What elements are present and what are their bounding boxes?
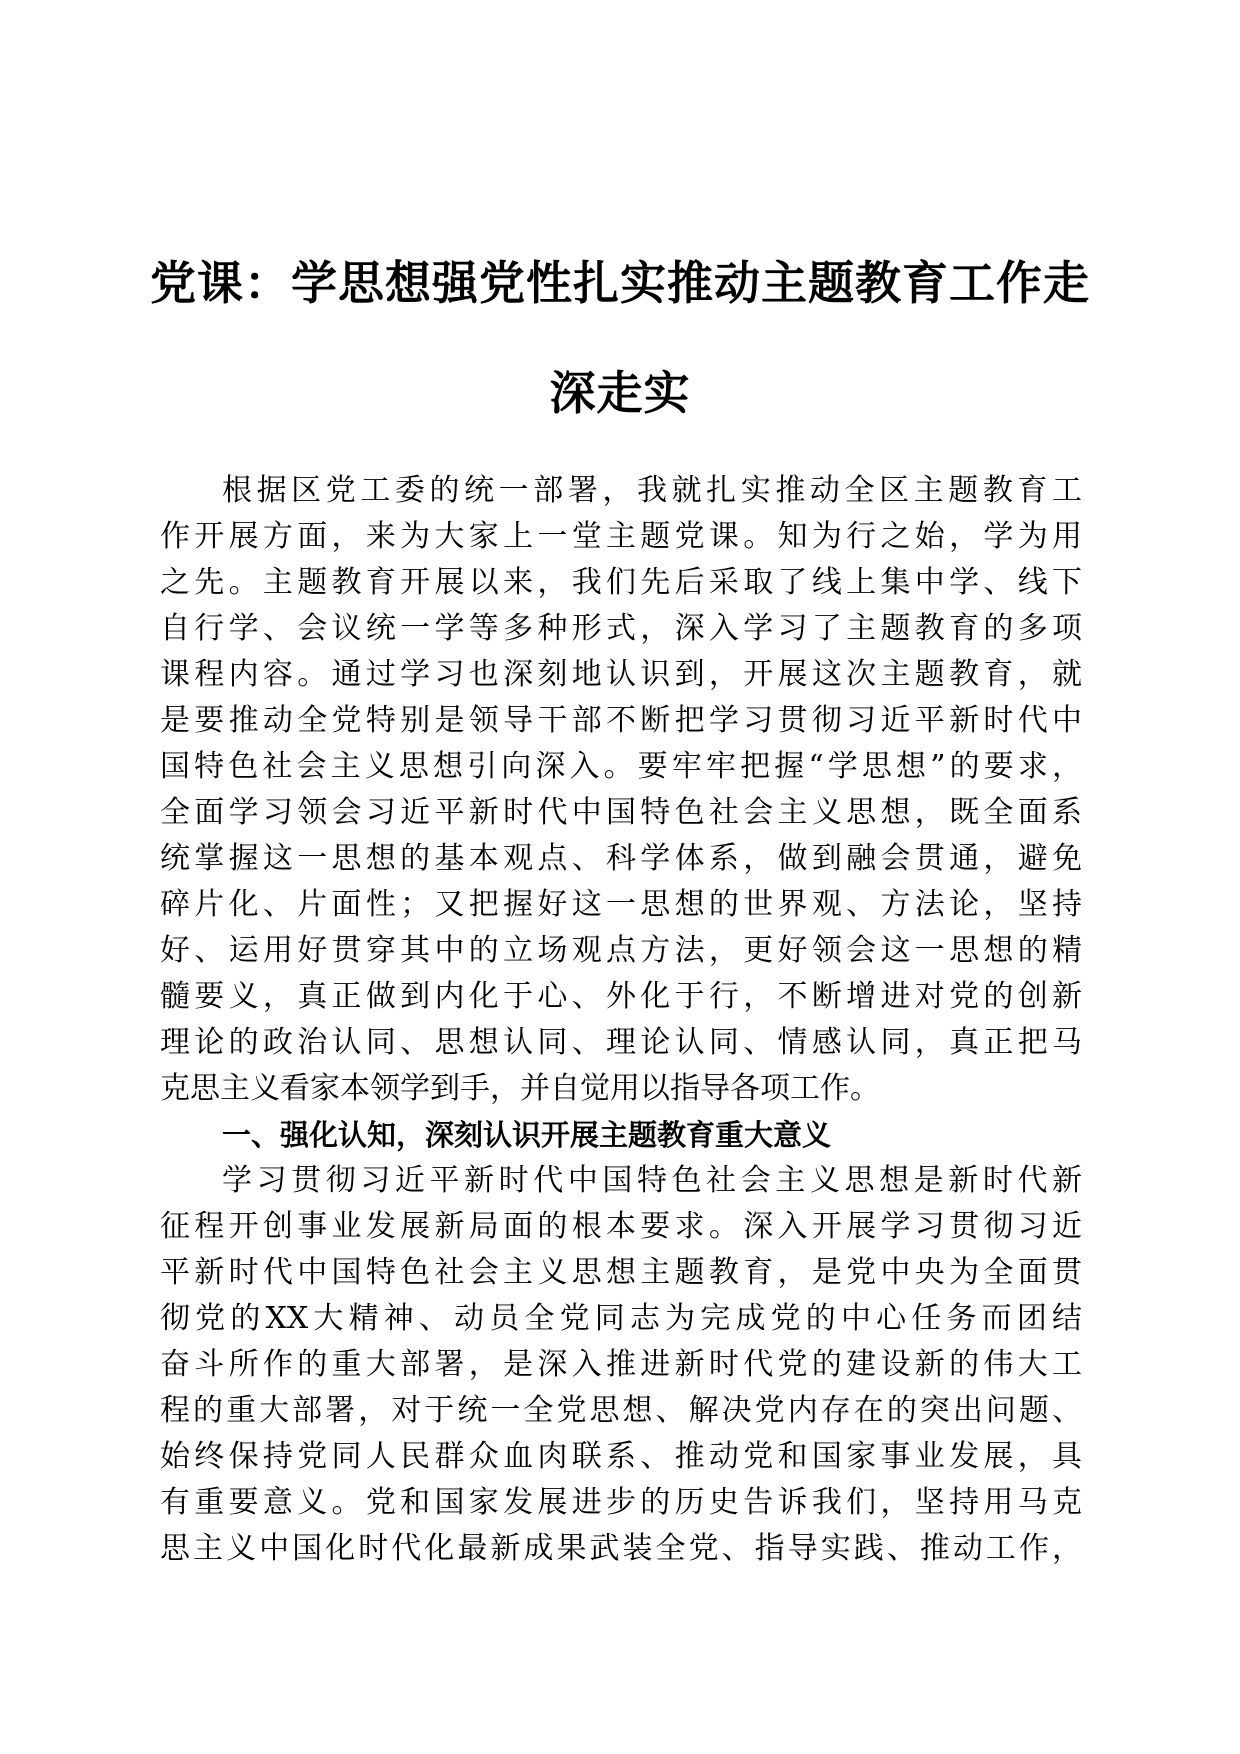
paragraph-1-line: 好、运用好贯穿其中的立场观点方法，更好领会这一思想的精	[160, 933, 1082, 968]
paragraph-1-line: 作开展方面，来为大家上一堂主题党课。知为行之始，学为用	[160, 519, 1082, 554]
paragraph-1-line: 克思主义看家本领学到手，并自觉用以指导各项工作。	[160, 1071, 880, 1106]
paragraph-1-line: 理论的政治认同、思想认同、理论认同、情感认同，真正把马	[160, 1025, 1082, 1060]
section-heading: 一、强化认知，深刻认识开展主题教育重大意义	[222, 1118, 832, 1152]
paragraph-2-line: 征程开创事业发展新局面的根本要求。深入开展学习贯彻习近	[160, 1209, 1082, 1244]
paragraph-1-line: 是要推动全党特别是领导干部不断把学习贯彻习近平新时代中	[160, 703, 1082, 738]
paragraph-2-line: 思主义中国化时代化最新成果武装全党、指导实践、推动工作，	[160, 1531, 1082, 1566]
paragraph-1-line: 髓要义，真正做到内化于心、外化于行，不断增进对党的创新	[160, 979, 1082, 1014]
paragraph-1-line: 国特色社会主义思想引向深入。要牢牢把握“学思想”的要求，	[160, 749, 1082, 784]
paragraph-2-line: 奋斗所作的重大部署，是深入推进新时代党的建设新的伟大工	[160, 1347, 1082, 1382]
paragraph-1-line: 全面学习领会习近平新时代中国特色社会主义思想，既全面系	[160, 795, 1082, 830]
paragraph-1-line: 课程内容。通过学习也深刻地认识到，开展这次主题教育，就	[160, 657, 1082, 692]
paragraph-2-line: 彻党的XX大精神、动员全党同志为完成党的中心任务而团结	[160, 1301, 1082, 1336]
paragraph-1-line: 根据区党工委的统一部署，我就扎实推动全区主题教育工	[222, 473, 1082, 508]
paragraph-2-line: 程的重大部署，对于统一全党思想、解决党内存在的突出问题、	[160, 1393, 1082, 1428]
paragraph-1-line: 自行学、会议统一学等多种形式，深入学习了主题教育的多项	[160, 611, 1082, 646]
paragraph-1-line: 统掌握这一思想的基本观点、科学体系，做到融会贯通，避免	[160, 841, 1082, 876]
paragraph-1-line: 碎片化、片面性；又把握好这一思想的世界观、方法论，坚持	[160, 887, 1082, 922]
title-line-2: 深走实	[549, 366, 691, 420]
paragraph-2-line: 学习贯彻习近平新时代中国特色社会主义思想是新时代新	[222, 1163, 1082, 1198]
paragraph-2-line: 有重要意义。党和国家发展进步的历史告诉我们，坚持用马克	[160, 1485, 1082, 1520]
document-body	[160, 468, 1082, 1572]
title-line-1: 党课：学思想强党性扎实推动主题教育工作走	[150, 256, 1090, 310]
document-title	[150, 228, 1090, 448]
paragraph-2-line: 始终保持党同人民群众血肉联系、推动党和国家事业发展，具	[160, 1439, 1082, 1474]
paragraph-2-line: 平新时代中国特色社会主义思想主题教育，是党中央为全面贯	[160, 1255, 1082, 1290]
paragraph-1-line: 之先。主题教育开展以来，我们先后采取了线上集中学、线下	[160, 565, 1082, 600]
